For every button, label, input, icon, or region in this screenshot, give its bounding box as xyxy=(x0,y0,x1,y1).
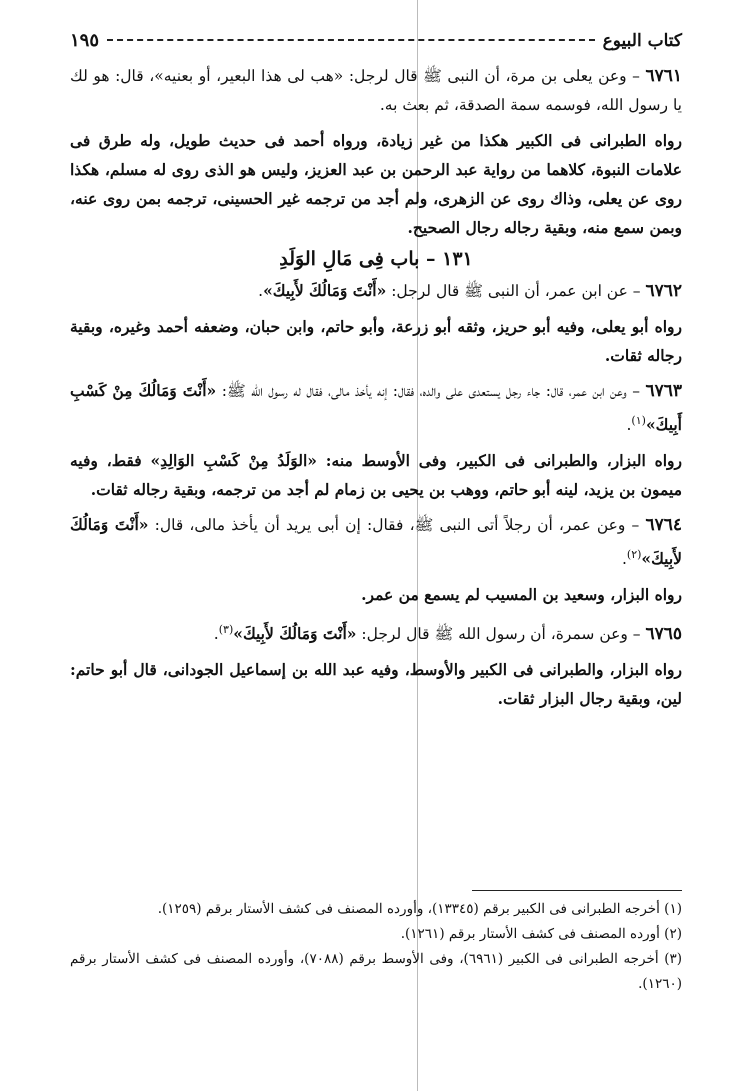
hadith-number: ٦٧٦٣ xyxy=(645,381,682,401)
hadith-end: . xyxy=(258,282,264,300)
hadith-end: . xyxy=(621,550,627,569)
hadith-6762 xyxy=(70,276,682,306)
hadith-text: – وعن ابن عمر، قال: جاء رجل يستعدى على والده، فقال: إنه يأخذ مالى، فقال له رسول الله ﷺ: xyxy=(216,382,646,400)
takhrij-6765: رواه البزار، والطبرانى فى الكبير والأوسط، وفيه عبد الله بن إسماعيل الجودانى، قال أبو حاتم: لين، وبقية رجال البزار ثقات. xyxy=(70,660,682,709)
footnotes xyxy=(70,890,682,997)
hadith-6764 xyxy=(70,510,682,574)
hadith-6761 xyxy=(70,62,682,120)
footnote-2: (٢) أورده المصنف فى كشف الأستار برقم (١٢٦١). xyxy=(400,926,682,942)
hadith-quote: «أَنْتَ وَمَالُكَ لأَبِيكَ» xyxy=(233,624,357,644)
hadith-text: – وعن سمرة، أن رسول الله ﷺ قال لرجل: xyxy=(356,625,646,644)
hadith-text: – وعن يعلى بن مرة، أن النبى ﷺ قال لرجل: «هب لى هذا البعير، أو بعنيه»، قال: هو لك يا رسول الله، فوسمه سمة الصدقة، ثم بعث به. xyxy=(70,67,682,114)
hadith-text: – وعن عمر، أن رجلاً أتى النبى ﷺ، فقال: إن أبى يريد أن يأخذ مالى، قال: xyxy=(148,516,646,535)
takhrij-6764: رواه البزار، وسعيد بن المسيب لم يسمع من عمر. xyxy=(361,585,682,605)
running-header xyxy=(70,30,682,56)
hadith-quote: «أَنْتَ وَمَالُكَ مِنْ كَسْبِ أَبِيكَ» xyxy=(70,381,682,435)
footnote-ref: (٣) xyxy=(218,623,234,637)
hadith-number: ٦٧٦٤ xyxy=(645,515,682,536)
hadith-number: ٦٧٦١ xyxy=(645,66,682,86)
hadith-6765 xyxy=(70,615,682,649)
header-dashed-rule xyxy=(107,39,595,41)
footnote-1: (١) أخرجه الطبرانى فى الكبير برقم (١٣٣٤٥)، وأورده المصنف فى كشف الأستار برقم (١٢٥٩). xyxy=(157,901,682,917)
takhrij-6762: رواه أبو يعلى، وفيه أبو حريز، وثقه أبو زرعة، وأبو حاتم، وابن حبان، وضعفه أحمد وغيره، وبقية رجاله ثقات. xyxy=(70,317,682,365)
hadith-text: – عن ابن عمر، أن النبى ﷺ قال لرجل: xyxy=(386,282,646,300)
hadith-6763 xyxy=(70,376,682,440)
hadith-number: ٦٧٦٢ xyxy=(645,281,682,301)
hadith-end: . xyxy=(626,416,632,435)
book-title: كتاب البيوع xyxy=(602,31,682,51)
hadith-number: ٦٧٦٥ xyxy=(645,624,682,645)
chapter-heading: ١٣١ – باب فِى مَالِ الوَلَدِ xyxy=(279,248,473,270)
footnote-ref: (١) xyxy=(631,414,646,427)
footnote-ref: (٢) xyxy=(626,548,642,562)
hadith-quote: «أَنْتَ وَمَالُكَ لأَبِيكَ» xyxy=(263,281,387,300)
takhrij-6761: رواه الطبرانى فى الكبير هكذا من غير زيادة، ورواه أحمد فى حديث طويل، وله طرق فى علامات النبوة، كلاهما من رواية عبد الرحمن بن عبد العزيز، وليس هو الذى روى له مسلم، هكذا روى عن يعلى، وذاك روى عن الزهرى، ولم أجد من ترجمه غير الحسينى، ترجمه بمن روى عنه، وبمن سمع منه، وبقية رجاله رجال الصحيح. xyxy=(70,131,682,237)
hadith-end: . xyxy=(213,625,219,644)
page-number: ١٩٥ xyxy=(70,30,100,51)
page-body xyxy=(70,30,682,719)
hadith-quote: «أَنْتَ وَمَالُكَ لأَبِيكَ» xyxy=(70,515,682,569)
takhrij-6763: رواه البزار، والطبرانى فى الكبير، وفى الأوسط منه: «الوَلَدُ مِنْ كَسْبِ الوَالِدِ» فقط، وفيه ميمون بن يزيد، لينه أبو حاتم، ووهب بن يحيى بن زمام لم أجد من ترجمه، وبقية رجاله ثقات. xyxy=(70,451,682,500)
footnote-separator xyxy=(472,890,682,891)
footnote-3: (٣) أخرجه الطبرانى فى الكبير (٦٩٦١)، وفى الأوسط برقم (٧٠٨٨)، وأورده المصنف فى كشف الأستار برقم (١٢٦٠). xyxy=(70,951,683,992)
